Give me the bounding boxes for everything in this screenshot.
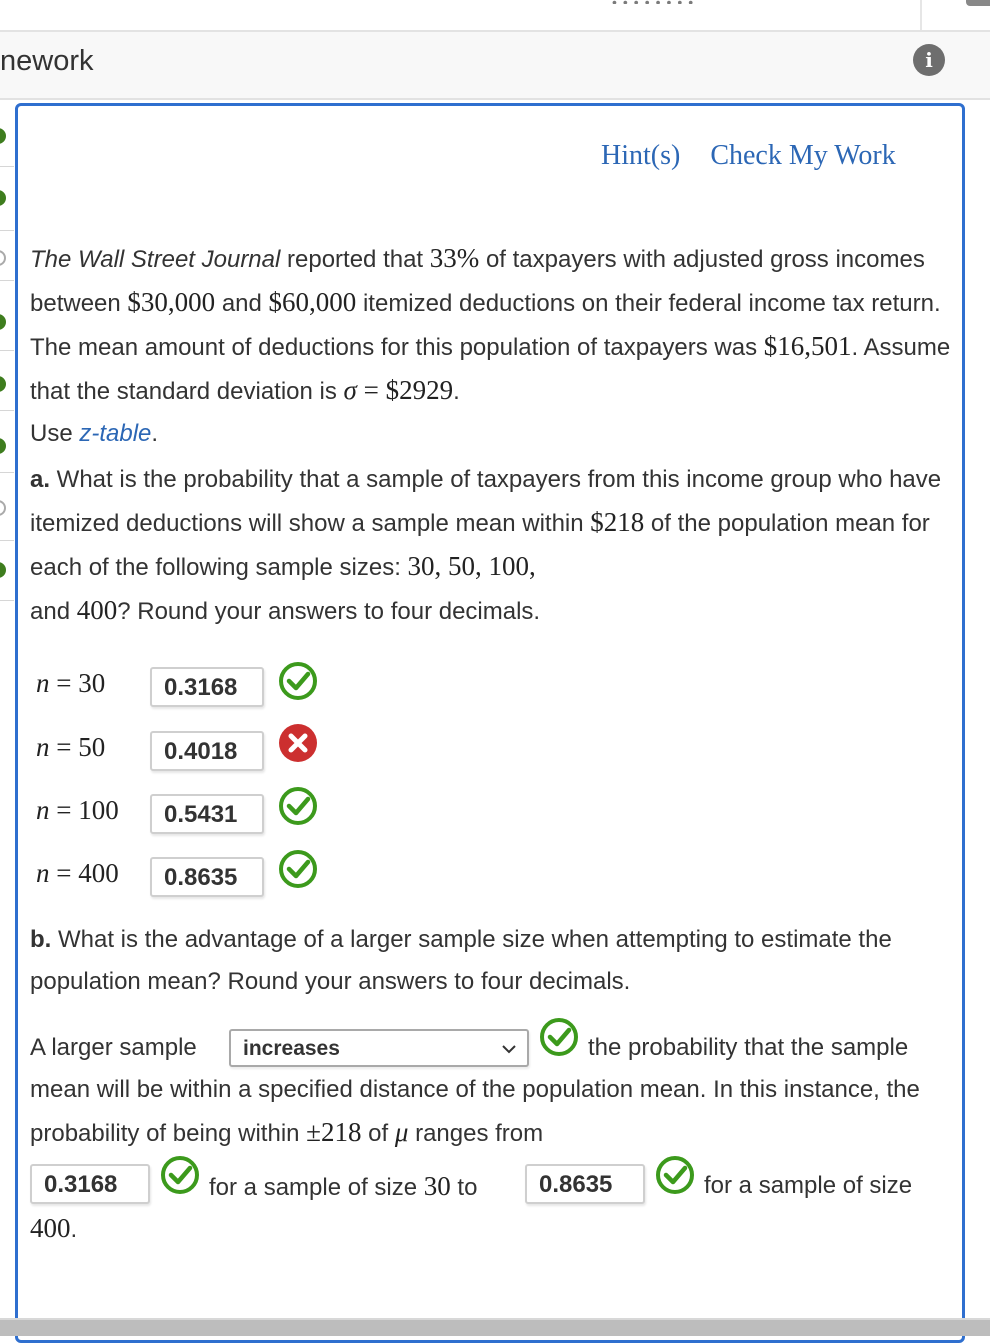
question-status-dot[interactable] (0, 562, 6, 578)
answer-input-n100[interactable]: 0.5431 (150, 794, 264, 834)
gutter-divider (0, 410, 14, 411)
text: What is the advantage of a larger sample size when attempting to estimate the population mean? Round your answers to four decimals. (30, 926, 892, 995)
plus-minus-amount: ±218 (306, 1117, 362, 1147)
check-circle-icon (278, 786, 318, 826)
question-status-dot[interactable] (0, 250, 6, 266)
equals: = (49, 732, 79, 762)
text: for a sample of size (704, 1172, 913, 1199)
gutter-divider (0, 166, 14, 167)
n-symbol: n (36, 668, 50, 698)
equals: = (49, 795, 79, 825)
text: of taxpayers with adjusted gross incomes between (30, 246, 925, 317)
range-low-input[interactable]: 0.3168 (30, 1164, 150, 1204)
top-toolbar-strip (0, 0, 990, 32)
answer-input-n400[interactable]: 0.8635 (150, 857, 264, 897)
bottom-scroll-bar (0, 1318, 990, 1336)
window-corner (966, 0, 990, 6)
part-b-label: b. (30, 926, 52, 953)
problem-statement (30, 237, 960, 455)
gutter-divider (0, 350, 14, 351)
answer-input-n30[interactable]: 0.3168 (150, 667, 264, 707)
text: reported that (280, 246, 430, 273)
mu-symbol: μ (394, 1117, 409, 1147)
sample-size: 400 (78, 858, 119, 888)
z-table-link[interactable]: z-table (79, 420, 152, 447)
journal-name: The Wall Street Journal (30, 246, 281, 273)
sample-sizes: 30, 50, 100, (407, 551, 536, 581)
gutter-divider (0, 540, 14, 541)
income-high: $60,000 (268, 287, 357, 317)
text: itemized deductions on their federal income tax return. The mean amount of deductions for this population of taxpayers was (30, 290, 941, 361)
equals: = (49, 668, 79, 698)
question-status-dot[interactable] (0, 500, 6, 516)
part-b-question (30, 919, 960, 1003)
mean-deduction: $16,501 (763, 331, 852, 361)
size-low: 30 (423, 1171, 451, 1201)
answer-label-n100 (36, 795, 119, 826)
size-high: 400 (30, 1213, 71, 1243)
answer-input-n50[interactable]: 0.4018 (150, 731, 264, 771)
margin-amount: $218 (590, 507, 645, 537)
text: and (215, 290, 269, 317)
toolbar-divider (920, 0, 922, 30)
text: . (70, 1216, 78, 1243)
dropdown-value: increases (243, 1037, 340, 1060)
range-high-input[interactable]: 0.8635 (525, 1164, 645, 1204)
n-symbol: n (36, 795, 50, 825)
text: of (361, 1120, 395, 1147)
check-circle-icon (160, 1155, 200, 1195)
question-status-dot[interactable] (0, 314, 6, 330)
sample-size-last: 400 (76, 595, 118, 625)
text: A larger sample (30, 1034, 197, 1061)
sample-size: 50 (78, 732, 106, 762)
gutter-divider (0, 280, 14, 281)
hint-links (601, 140, 896, 172)
answer-label-n400 (36, 858, 119, 889)
homework-header (0, 32, 990, 100)
text: for a sample of size (209, 1174, 424, 1201)
answer-label-n50 (36, 732, 105, 763)
text: What is the probability that a sample of taxpayers from this income group who have itemized deductions will show a sample mean within (30, 466, 942, 537)
question-status-dot[interactable] (0, 128, 6, 144)
sigma-symbol: σ (343, 375, 357, 405)
equals: = (49, 858, 79, 888)
check-circle-icon (655, 1155, 695, 1195)
x-circle-icon (278, 723, 318, 763)
n-symbol: n (36, 732, 50, 762)
text: Use (30, 420, 80, 447)
question-status-dot[interactable] (0, 376, 6, 392)
question-nav-gutter (0, 100, 14, 620)
equals: = (356, 375, 386, 405)
sample-size: 100 (78, 795, 119, 825)
text: to (450, 1174, 478, 1201)
text: . (151, 420, 159, 447)
text: . Assume that the standard deviation is (30, 334, 951, 405)
text: ranges from (408, 1120, 544, 1147)
header-title: nework (0, 45, 94, 77)
info-icon[interactable]: i (913, 44, 945, 76)
question-status-dot[interactable] (0, 190, 6, 206)
percent-value: 33% (429, 243, 480, 273)
check-circle-icon (278, 661, 318, 701)
range-text-3 (30, 1207, 960, 1251)
toolbar-fragment (612, 0, 882, 4)
sample-size: 30 (78, 668, 106, 698)
question-status-dot[interactable] (0, 438, 6, 454)
gutter-divider (0, 600, 14, 601)
range-text-1 (209, 1165, 529, 1209)
std-dev-value: $2929 (385, 375, 454, 405)
part-a-question (30, 459, 960, 633)
text: . (453, 378, 460, 405)
income-low: $30,000 (127, 287, 216, 317)
text: of the population mean for each of the following sample sizes: (30, 510, 930, 581)
gutter-divider (0, 472, 14, 473)
check-circle-icon (278, 849, 318, 889)
part-a-label: a. (30, 466, 51, 493)
part-b-sentence-2 (30, 1027, 960, 1155)
gutter-divider (0, 230, 14, 231)
n-symbol: n (36, 858, 50, 888)
check-my-work-link[interactable]: Check My Work (710, 140, 896, 171)
hints-link[interactable]: Hint(s) (601, 140, 681, 171)
text: and (30, 598, 77, 625)
text: the probability that the sample mean will be within a specified distance of the population mean. In this instance, the probability of being within (30, 1034, 920, 1147)
range-text-2 (704, 1165, 964, 1207)
text: ? Round your answers to four decimals. (117, 598, 541, 625)
answer-label-n30 (36, 668, 105, 699)
